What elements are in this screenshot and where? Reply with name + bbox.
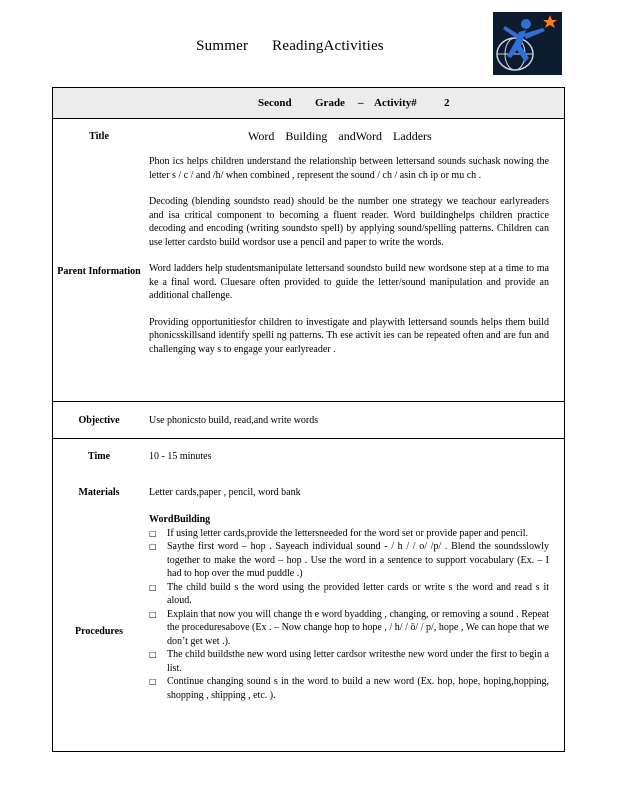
- procedure-step: [149, 527, 549, 541]
- row-divider: [53, 401, 564, 402]
- time-text: 10 - 15 minutes: [149, 451, 212, 462]
- procedure-step-text: The child buildsthe new word using letter cardsor writesthe new word under the first to begin a list.: [167, 649, 549, 674]
- parent-paragraph: Providing opportunitiesfor children to investigate and playwith lettersand sounds helps them build phonicsskillsand identify spelli ng patterns. Th ese activit ies can be repeated often and are fun and challenging way s to engage your earlyreader .: [149, 316, 549, 355]
- procedure-step: [149, 608, 549, 649]
- checkbox-bullet-icon: □: [149, 609, 157, 619]
- procedure-step-text: The child build s the word using the provided letter cards or write s the word and read s it aloud.: [167, 581, 549, 606]
- materials-label: Materials: [78, 487, 120, 498]
- grade-level: Second: [258, 97, 292, 109]
- procedure-step: [149, 648, 549, 675]
- objective-label: Objective: [78, 415, 120, 426]
- parent-paragraph: Decoding (blending soundsto read) should be the number one strategy we teachour earlyreaders and isa critical component to becoming a fluent reader. Word buildinghelps children practice decoding and encoding (writing soundsto spell) by applying sound/spelling patterns. Children can use letter cardsto build wordsor use a pencil and paper to write the words.: [149, 196, 549, 248]
- checkbox-bullet-icon: □: [149, 650, 157, 659]
- parent-paragraph: Phon ics helps children understand the relationship between lettersand sounds suchask nowing the letter s / c / and /h/ when combined , represent the sound / ch / asin ch ip or mu ch .: [149, 156, 549, 181]
- activity-table: [52, 87, 565, 752]
- procedure-step: [149, 675, 549, 702]
- procedure-step: [149, 540, 549, 581]
- row-divider: [53, 438, 564, 439]
- page-title-word-1: Summer: [196, 38, 249, 54]
- page-title-word-2: ReadingActivities: [272, 38, 384, 54]
- objective-text: Use phonicsto build, read,and write words: [149, 415, 319, 426]
- grade-word: Grade: [315, 97, 345, 109]
- checkbox-bullet-icon: □: [149, 542, 157, 551]
- title-label: Title: [89, 131, 109, 142]
- procedure-step-text: Explain that now you will change th e word byadding , changing, or removing a sound . Repeat the proceduresabove (Ex . – Now change hop to hope , / h/ / ō/ / p/, hope , We can hope that we don’t get wet .).: [167, 608, 549, 647]
- checkbox-bullet-icon: □: [149, 582, 157, 592]
- leaping-figure-with-star-icon: [493, 12, 562, 75]
- parent-paragraph: Word ladders help studentsmanipulate lettersand soundsto build new wordsone step at a time to ma ke a final word. Cluesare often provided to guide the letter/sound manipulation and provide an additional challenge.: [149, 263, 549, 301]
- procedure-steps: [149, 527, 549, 703]
- activity-label: Activity#: [374, 97, 417, 109]
- logo: [493, 12, 562, 75]
- parent-information-label: Parent Information: [57, 266, 141, 277]
- procedures-heading: WordBuilding: [149, 514, 211, 525]
- procedure-step-text: If using letter cards,provide the lettersneeded for the word set or provide paper and pencil.: [167, 527, 528, 539]
- time-label: Time: [87, 451, 111, 462]
- checkbox-bullet-icon: □: [149, 677, 157, 686]
- procedures-content: [149, 513, 549, 702]
- activity-title: Word Building andWord Ladders: [248, 129, 432, 143]
- procedure-step: [149, 581, 549, 608]
- activity-number: 2: [444, 97, 450, 109]
- table-header: [53, 88, 564, 119]
- checkbox-bullet-icon: □: [149, 528, 157, 538]
- procedure-step-text: Saythe first word – hop . Sayeach individual sound - / h / / o/ /p/ . Blend the soundsslowly together to make the word – hop . Use the word in a sentence to support vocabulary (Ex. – I had to hop over the mud puddle .): [167, 541, 549, 579]
- header-dash: –: [358, 97, 364, 109]
- parent-information-text: [149, 155, 549, 356]
- page-title: [160, 38, 420, 55]
- procedures-label: Procedures: [75, 626, 123, 637]
- procedure-step-text: Continue changing sound s in the word to build a new word (Ex. hop, hope, hoping,hopping, shopping , shipping , etc. ).: [167, 676, 549, 701]
- materials-text: Letter cards,paper , pencil, word bank: [149, 487, 301, 498]
